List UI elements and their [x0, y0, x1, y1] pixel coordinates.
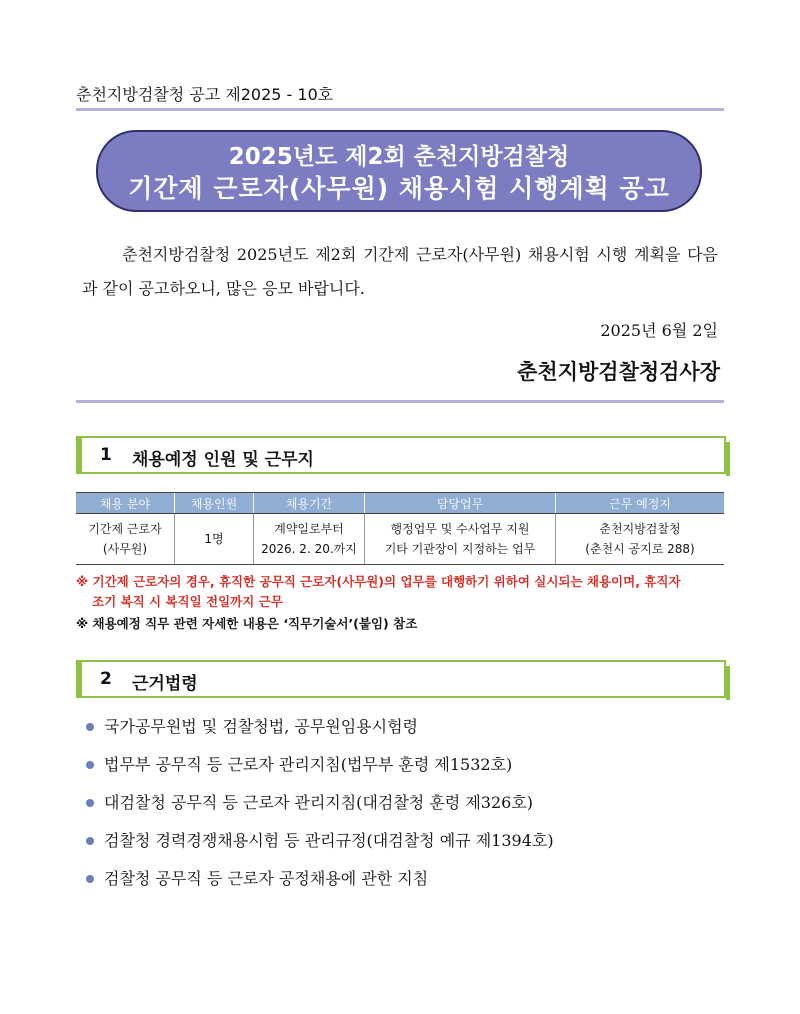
list-item: [86, 868, 554, 906]
title-line-2: 기간제 근로자(사무원) 채용시험 시행계획 공고: [128, 174, 670, 203]
th-count: 채용인원: [175, 493, 254, 514]
cell-period-line-2: 2026. 2. 20.까지: [261, 542, 357, 556]
th-field: 채용 분야: [76, 493, 175, 514]
notice-number: 춘천지방검찰청 공고 제2025 - 10호: [76, 85, 334, 104]
intro-paragraph: [82, 238, 718, 306]
section-1-shadow: [726, 442, 730, 476]
cell-period: [254, 514, 365, 565]
cell-field: [76, 514, 175, 565]
cell-count: 1명: [175, 514, 254, 565]
list-item: [86, 754, 554, 792]
law-item-text: 검찰청 공무직 등 근로자 공정채용에 관한 지침: [104, 869, 429, 888]
section-2-title: 근거법령: [132, 674, 198, 694]
bullet-icon: [86, 875, 94, 883]
section-1-title: 채용예정 인원 및 근무지: [132, 450, 314, 470]
note-substitute: [76, 572, 726, 612]
bullet-icon: [86, 799, 94, 807]
title-banner: [96, 130, 702, 212]
intro-text: 춘천지방검찰청 2025년도 제2회 기간제 근로자(사무원) 채용시험 시행 계획을 다음과 같이 공고하오니, 많은 응모 바랍니다.: [82, 245, 718, 298]
cell-duty: [365, 514, 556, 565]
job-table: [76, 492, 724, 565]
bullet-icon: [86, 761, 94, 769]
notice-date: 2025년 6월 2일: [600, 321, 718, 340]
law-item-text: 법무부 공무직 등 근로자 관리지침(법무부 훈령 제1532호): [104, 755, 513, 774]
title-line-1: 2025년도 제2회 춘천지방검찰청: [228, 144, 570, 170]
law-item-text: 국가공무원법 및 검찰청법, 공무원임용시험령: [104, 717, 419, 736]
cell-period-line-1: 계약일로부터: [274, 522, 344, 536]
note-substitute-line-2: 조기 복직 시 복직일 전일까지 근무: [92, 594, 283, 609]
cell-field-line-1: 기간제 근로자: [88, 522, 162, 536]
note-substitute-line-1: ※ 기간제 근로자의 경우, 휴직한 공무직 근로자(사무원)의 업무를 대행하기 위하여 실시되는 채용이며, 휴직자: [76, 574, 681, 589]
bullet-icon: [86, 723, 94, 731]
cell-place-line-1: 춘천지방검찰청: [599, 522, 681, 536]
top-divider: [76, 108, 724, 111]
list-item: [86, 830, 554, 868]
law-list: [86, 716, 554, 906]
section-2-shadow: [726, 666, 730, 700]
table-header-row: [76, 493, 724, 514]
law-item-text: 검찰청 경력경쟁채용시험 등 관리규정(대검찰청 예규 제1394호): [104, 831, 554, 850]
table-row: [76, 514, 724, 565]
th-duty: 담당업무: [365, 493, 556, 514]
bullet-icon: [86, 837, 94, 845]
list-item: [86, 792, 554, 830]
cell-place-line-2: (춘천시 공지로 288): [585, 542, 695, 556]
cell-place: [556, 514, 725, 565]
cell-field-line-2: (사무원): [102, 542, 148, 556]
signer: 춘천지방검찰청검사장: [517, 359, 720, 384]
cell-duty-line-2: 기타 기관장이 지정하는 업무: [384, 542, 536, 556]
note-job-description: ※ 채용예정 직무 관련 자세한 내용은 ‘직무기술서’(붙임) 참조: [76, 616, 418, 631]
law-item-text: 대검찰청 공무직 등 근로자 관리지침(대검찰청 훈령 제326호): [104, 793, 534, 812]
section-2-header: [76, 660, 726, 698]
middle-divider: [76, 400, 724, 403]
section-1-number: 1: [100, 445, 112, 465]
th-period: 채용기간: [254, 493, 365, 514]
section-2-number: 2: [100, 669, 112, 689]
list-item: [86, 716, 554, 754]
cell-duty-line-1: 행정업무 및 수사업무 지원: [390, 522, 530, 536]
section-1-header: [76, 436, 726, 474]
th-place: 근무 예정지: [556, 493, 725, 514]
